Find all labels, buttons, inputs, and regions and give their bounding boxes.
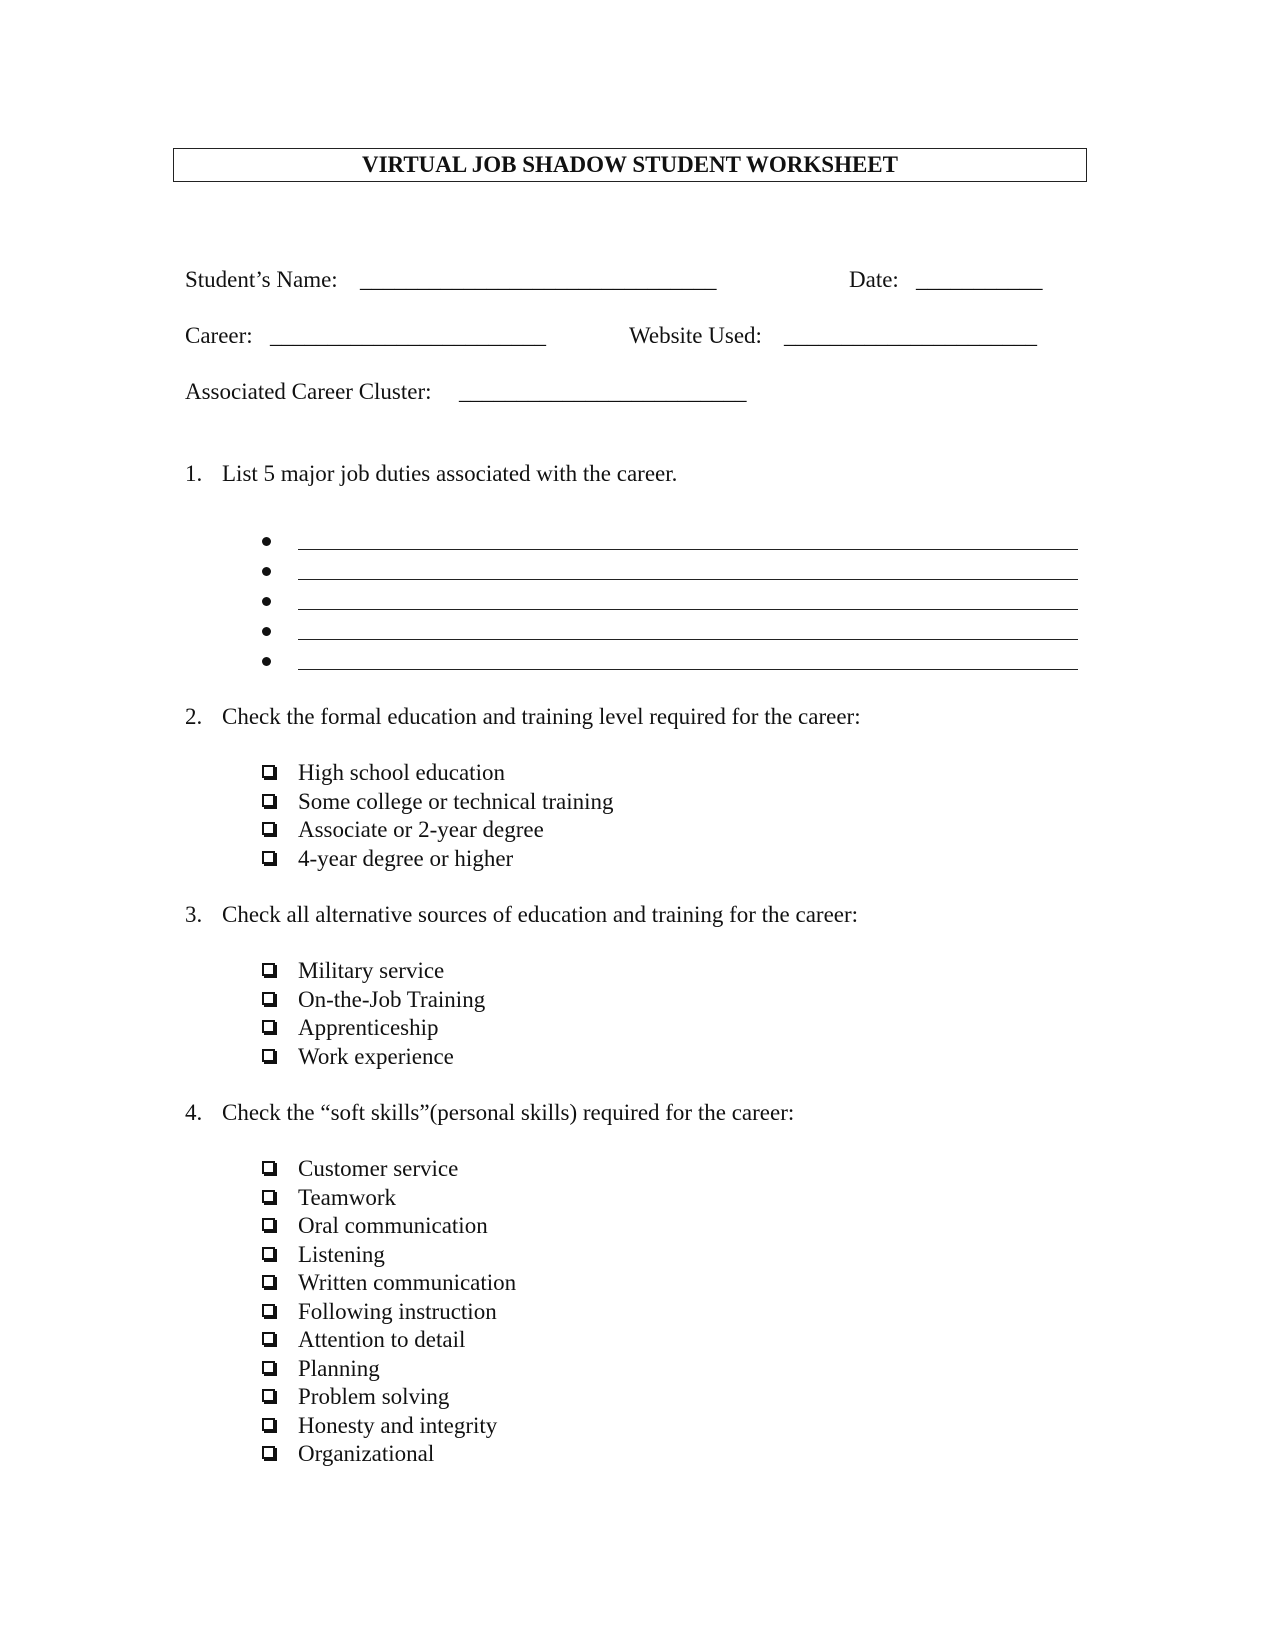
student-name-label: Student’s Name: — [185, 267, 338, 292]
checkbox-label: High school education — [298, 760, 505, 785]
question-4-number: 4. — [185, 1100, 203, 1125]
question-1-number: 1. — [185, 461, 203, 486]
checkbox-icon[interactable] — [262, 1161, 275, 1174]
checkbox-item[interactable] — [260, 1383, 516, 1412]
answer-line — [298, 639, 1078, 640]
checkbox-icon[interactable] — [262, 1218, 275, 1231]
student-name-field[interactable]: _______________________________ — [360, 267, 717, 292]
worksheet-title: VIRTUAL JOB SHADOW STUDENT WORKSHEET — [173, 148, 1087, 182]
checkbox-icon[interactable] — [262, 1389, 275, 1402]
checkbox-icon[interactable] — [262, 1275, 275, 1288]
career-label: Career: — [185, 323, 253, 348]
bullet-icon — [262, 567, 271, 576]
checkbox-item[interactable] — [260, 1184, 516, 1213]
checkbox-label: Attention to detail — [298, 1327, 466, 1352]
answer-line — [298, 549, 1078, 550]
checkbox-label: 4-year degree or higher — [298, 845, 514, 871]
date-field[interactable]: ___________ — [916, 267, 1043, 292]
checkbox-item[interactable] — [260, 1355, 516, 1384]
checkbox-label: On-the-Job Training — [298, 986, 486, 1012]
bullet-icon — [262, 537, 271, 546]
checkbox-icon[interactable] — [262, 1332, 275, 1345]
career-cluster-field[interactable]: _________________________ — [459, 379, 747, 404]
checkbox-item[interactable] — [260, 1412, 516, 1441]
website-label: Website Used: — [629, 323, 762, 348]
checkbox-label: Apprenticeship — [298, 1015, 439, 1040]
checkbox-icon[interactable] — [262, 992, 275, 1005]
checkbox-label: Customer service — [298, 1156, 459, 1181]
answer-line — [298, 669, 1078, 670]
checkbox-icon[interactable] — [262, 1304, 275, 1317]
checkbox-item[interactable] — [260, 759, 614, 788]
checkbox-label: Following instruction — [298, 1298, 497, 1324]
question-1-text: List 5 major job duties associated with the career. — [222, 461, 678, 486]
website-field[interactable]: ______________________ — [784, 323, 1037, 348]
checkbox-icon[interactable] — [262, 765, 275, 778]
career-field[interactable]: ________________________ — [270, 323, 546, 348]
checkbox-label: Listening — [298, 1241, 385, 1267]
checkbox-icon[interactable] — [262, 1049, 275, 1062]
checkbox-icon[interactable] — [262, 794, 275, 807]
checkbox-item[interactable] — [260, 957, 485, 986]
career-cluster-label: Associated Career Cluster: — [185, 379, 432, 404]
checkbox-label: Written communication — [298, 1270, 517, 1295]
question-2-text: Check the formal education and training level required for the career: — [222, 704, 861, 729]
checkbox-item[interactable] — [260, 1043, 485, 1072]
checkbox-icon[interactable] — [262, 1190, 275, 1203]
checkbox-item[interactable] — [260, 1241, 516, 1270]
checkbox-label: Military service — [298, 958, 445, 983]
checkbox-label: Associate or 2-year degree — [298, 817, 544, 842]
checkbox-icon[interactable] — [262, 1418, 275, 1431]
checkbox-label: Organizational — [298, 1441, 435, 1466]
checkbox-icon[interactable] — [262, 1020, 275, 1033]
checkbox-item[interactable] — [260, 1212, 516, 1241]
question-3-text: Check all alternative sources of education and training for the career: — [222, 902, 859, 927]
checkbox-item[interactable] — [260, 845, 614, 874]
education-level-checklist — [260, 759, 614, 873]
checkbox-item[interactable] — [260, 788, 614, 817]
alternative-sources-checklist — [260, 957, 485, 1071]
question-3-number: 3. — [185, 902, 203, 927]
question-4-text: Check the “soft skills”(personal skills) required for the career: — [222, 1100, 795, 1125]
checkbox-item[interactable] — [260, 986, 485, 1015]
checkbox-icon[interactable] — [262, 851, 275, 864]
checkbox-item[interactable] — [260, 1326, 516, 1355]
checkbox-item[interactable] — [260, 1440, 516, 1469]
bullet-icon — [262, 657, 271, 666]
checkbox-item[interactable] — [260, 1155, 516, 1184]
bullet-icon — [262, 627, 271, 636]
checkbox-icon[interactable] — [262, 1247, 275, 1260]
checkbox-icon[interactable] — [262, 963, 275, 976]
checkbox-label: Oral communication — [298, 1213, 488, 1238]
checkbox-icon[interactable] — [262, 1446, 275, 1459]
bullet-icon — [262, 597, 271, 606]
checkbox-item[interactable] — [260, 1269, 516, 1298]
soft-skills-checklist — [260, 1155, 516, 1469]
checkbox-item[interactable] — [260, 816, 614, 845]
checkbox-item[interactable] — [260, 1298, 516, 1327]
checkbox-label: Problem solving — [298, 1384, 450, 1409]
checkbox-label: Planning — [298, 1355, 380, 1381]
checkbox-label: Teamwork — [298, 1184, 397, 1210]
checkbox-label: Some college or technical training — [298, 788, 614, 814]
checkbox-label: Work experience — [298, 1043, 454, 1069]
question-2-number: 2. — [185, 704, 203, 729]
checkbox-item[interactable] — [260, 1014, 485, 1043]
answer-line — [298, 609, 1078, 610]
checkbox-icon[interactable] — [262, 822, 275, 835]
date-label: Date: — [849, 267, 899, 292]
answer-line — [298, 579, 1078, 580]
checkbox-label: Honesty and integrity — [298, 1412, 498, 1438]
checkbox-icon[interactable] — [262, 1361, 275, 1374]
